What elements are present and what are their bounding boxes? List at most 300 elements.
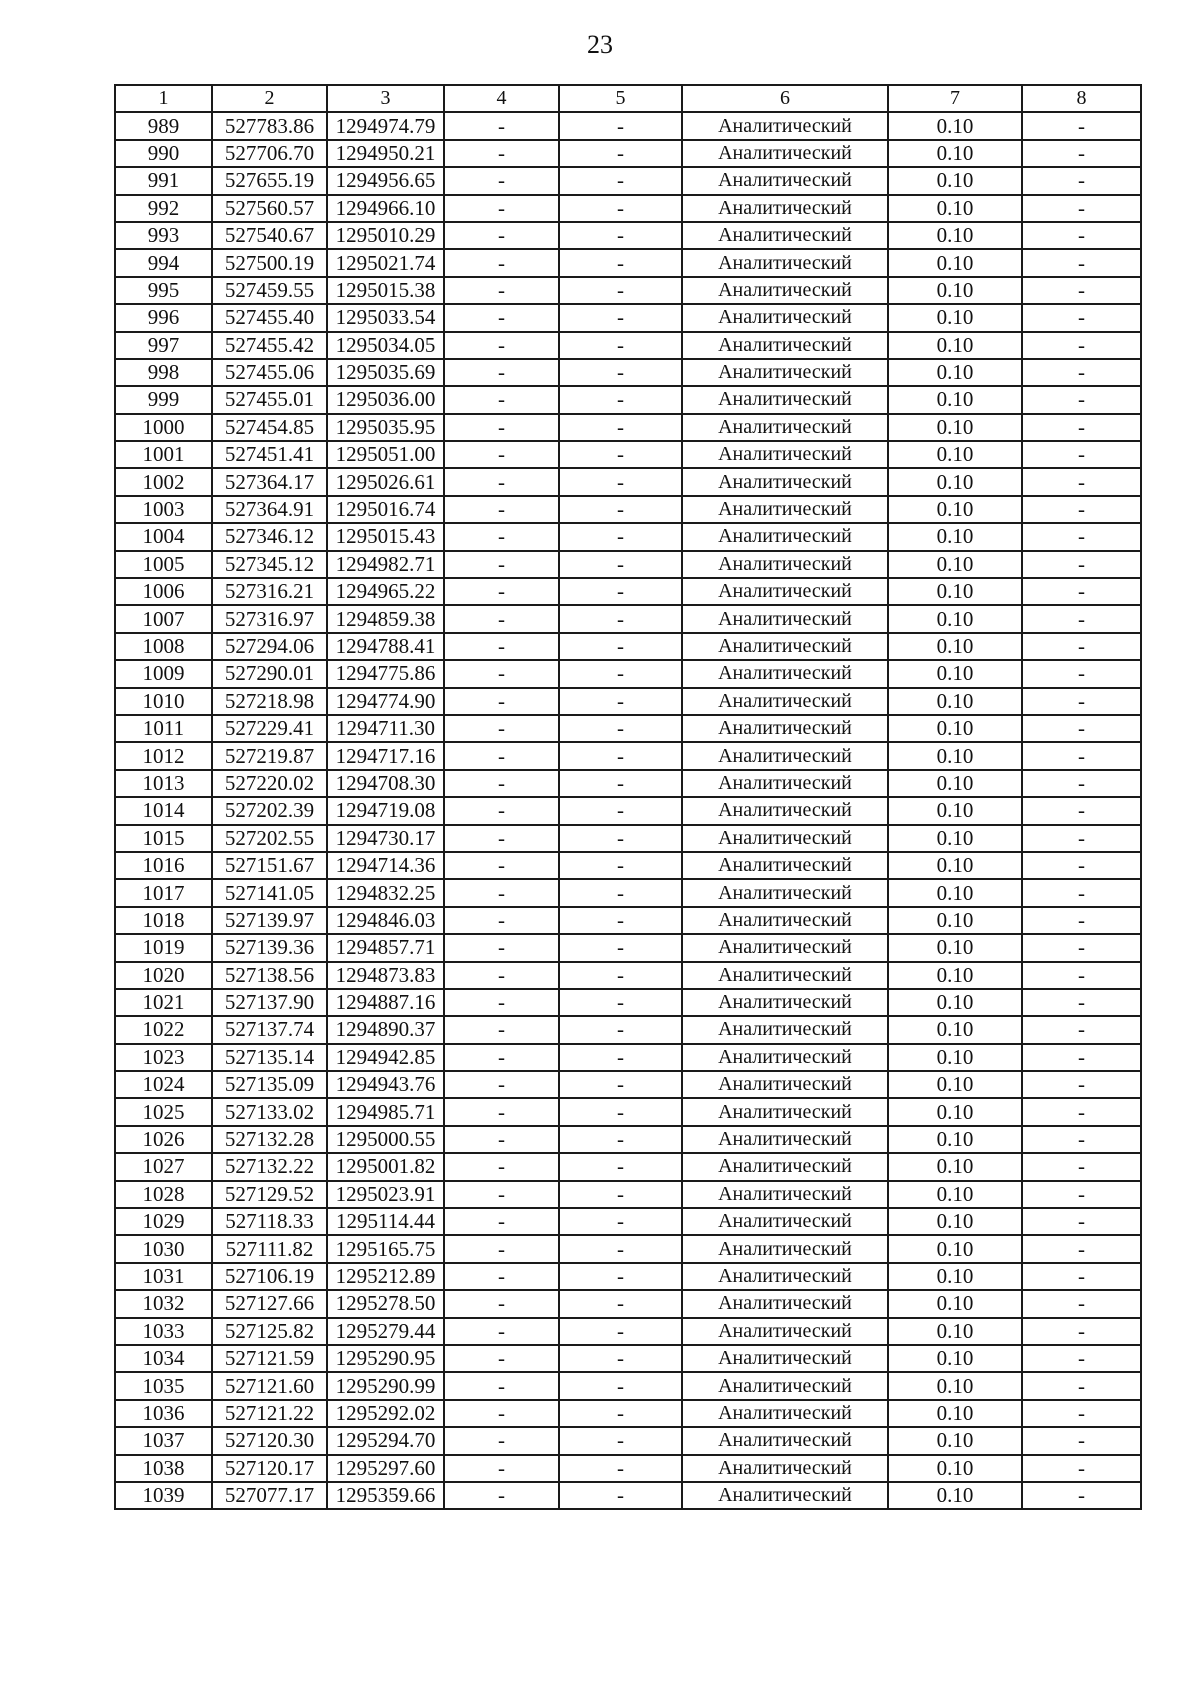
cell-y-coordinate: 1294942.85 bbox=[327, 1044, 444, 1071]
cell-point-number: 1035 bbox=[115, 1372, 212, 1399]
cell-point-number: 1011 bbox=[115, 715, 212, 742]
cell-x-coordinate: 527290.01 bbox=[212, 660, 327, 687]
cell-col-5: - bbox=[559, 551, 682, 578]
table-body bbox=[115, 112, 1141, 1509]
cell-y-coordinate: 1294966.10 bbox=[327, 195, 444, 222]
cell-x-coordinate: 527455.01 bbox=[212, 386, 327, 413]
cell-accuracy: 0.10 bbox=[888, 797, 1022, 824]
cell-accuracy: 0.10 bbox=[888, 277, 1022, 304]
cell-y-coordinate: 1295016.74 bbox=[327, 496, 444, 523]
cell-col-8: - bbox=[1022, 332, 1141, 359]
cell-col-4: - bbox=[444, 222, 559, 249]
cell-col-8: - bbox=[1022, 386, 1141, 413]
cell-col-8: - bbox=[1022, 605, 1141, 632]
cell-point-number: 1038 bbox=[115, 1455, 212, 1482]
cell-accuracy: 0.10 bbox=[888, 1126, 1022, 1153]
cell-y-coordinate: 1294974.79 bbox=[327, 112, 444, 139]
table-row bbox=[115, 1482, 1141, 1509]
cell-accuracy: 0.10 bbox=[888, 852, 1022, 879]
cell-col-4: - bbox=[444, 1208, 559, 1235]
cell-accuracy: 0.10 bbox=[888, 1345, 1022, 1372]
table-row bbox=[115, 1071, 1141, 1098]
cell-accuracy: 0.10 bbox=[888, 879, 1022, 906]
cell-col-8: - bbox=[1022, 1482, 1141, 1509]
table-row bbox=[115, 195, 1141, 222]
cell-accuracy: 0.10 bbox=[888, 1400, 1022, 1427]
cell-x-coordinate: 527451.41 bbox=[212, 441, 327, 468]
cell-y-coordinate: 1295114.44 bbox=[327, 1208, 444, 1235]
table-row bbox=[115, 770, 1141, 797]
cell-x-coordinate: 527121.22 bbox=[212, 1400, 327, 1427]
column-header-6: 6 bbox=[682, 85, 888, 112]
table-header-row bbox=[115, 85, 1141, 112]
cell-point-number: 1012 bbox=[115, 742, 212, 769]
cell-method: Аналитический bbox=[682, 1290, 888, 1317]
cell-method: Аналитический bbox=[682, 1235, 888, 1262]
cell-method: Аналитический bbox=[682, 1372, 888, 1399]
cell-point-number: 1025 bbox=[115, 1098, 212, 1125]
cell-col-4: - bbox=[444, 1318, 559, 1345]
cell-col-8: - bbox=[1022, 140, 1141, 167]
table-row bbox=[115, 797, 1141, 824]
cell-point-number: 1013 bbox=[115, 770, 212, 797]
cell-method: Аналитический bbox=[682, 304, 888, 331]
cell-col-4: - bbox=[444, 523, 559, 550]
cell-col-8: - bbox=[1022, 1016, 1141, 1043]
cell-x-coordinate: 527783.86 bbox=[212, 112, 327, 139]
cell-col-4: - bbox=[444, 797, 559, 824]
cell-point-number: 1034 bbox=[115, 1345, 212, 1372]
cell-method: Аналитический bbox=[682, 1427, 888, 1454]
table-row bbox=[115, 633, 1141, 660]
cell-x-coordinate: 527455.06 bbox=[212, 359, 327, 386]
cell-y-coordinate: 1294846.03 bbox=[327, 907, 444, 934]
cell-accuracy: 0.10 bbox=[888, 660, 1022, 687]
table-row bbox=[115, 660, 1141, 687]
cell-x-coordinate: 527316.21 bbox=[212, 578, 327, 605]
cell-y-coordinate: 1295292.02 bbox=[327, 1400, 444, 1427]
cell-point-number: 994 bbox=[115, 249, 212, 276]
cell-col-5: - bbox=[559, 797, 682, 824]
table-row bbox=[115, 1208, 1141, 1235]
table-row bbox=[115, 1181, 1141, 1208]
cell-method: Аналитический bbox=[682, 1181, 888, 1208]
cell-point-number: 998 bbox=[115, 359, 212, 386]
cell-col-4: - bbox=[444, 1235, 559, 1262]
cell-y-coordinate: 1294775.86 bbox=[327, 660, 444, 687]
cell-y-coordinate: 1295010.29 bbox=[327, 222, 444, 249]
cell-col-8: - bbox=[1022, 1372, 1141, 1399]
cell-col-5: - bbox=[559, 934, 682, 961]
cell-y-coordinate: 1294719.08 bbox=[327, 797, 444, 824]
cell-y-coordinate: 1294730.17 bbox=[327, 825, 444, 852]
cell-x-coordinate: 527127.66 bbox=[212, 1290, 327, 1317]
cell-accuracy: 0.10 bbox=[888, 715, 1022, 742]
cell-col-5: - bbox=[559, 1263, 682, 1290]
cell-point-number: 1022 bbox=[115, 1016, 212, 1043]
cell-y-coordinate: 1295036.00 bbox=[327, 386, 444, 413]
column-header-8: 8 bbox=[1022, 85, 1141, 112]
cell-col-4: - bbox=[444, 660, 559, 687]
column-header-1: 1 bbox=[115, 85, 212, 112]
cell-col-8: - bbox=[1022, 1153, 1141, 1180]
cell-point-number: 989 bbox=[115, 112, 212, 139]
cell-method: Аналитический bbox=[682, 962, 888, 989]
cell-col-4: - bbox=[444, 414, 559, 441]
column-header-5: 5 bbox=[559, 85, 682, 112]
cell-y-coordinate: 1294890.37 bbox=[327, 1016, 444, 1043]
cell-col-4: - bbox=[444, 1427, 559, 1454]
cell-x-coordinate: 527106.19 bbox=[212, 1263, 327, 1290]
cell-point-number: 1008 bbox=[115, 633, 212, 660]
cell-x-coordinate: 527202.55 bbox=[212, 825, 327, 852]
cell-point-number: 1029 bbox=[115, 1208, 212, 1235]
cell-method: Аналитический bbox=[682, 332, 888, 359]
cell-x-coordinate: 527220.02 bbox=[212, 770, 327, 797]
cell-x-coordinate: 527138.56 bbox=[212, 962, 327, 989]
cell-col-8: - bbox=[1022, 468, 1141, 495]
page-number: 23 bbox=[587, 30, 613, 59]
cell-col-8: - bbox=[1022, 1098, 1141, 1125]
cell-y-coordinate: 1295034.05 bbox=[327, 332, 444, 359]
cell-y-coordinate: 1295297.60 bbox=[327, 1455, 444, 1482]
cell-x-coordinate: 527133.02 bbox=[212, 1098, 327, 1125]
cell-y-coordinate: 1294832.25 bbox=[327, 879, 444, 906]
cell-y-coordinate: 1295015.43 bbox=[327, 523, 444, 550]
cell-y-coordinate: 1294873.83 bbox=[327, 962, 444, 989]
cell-x-coordinate: 527125.82 bbox=[212, 1318, 327, 1345]
cell-x-coordinate: 527455.42 bbox=[212, 332, 327, 359]
table-row bbox=[115, 989, 1141, 1016]
cell-col-4: - bbox=[444, 1098, 559, 1125]
cell-accuracy: 0.10 bbox=[888, 1318, 1022, 1345]
cell-col-8: - bbox=[1022, 1400, 1141, 1427]
cell-y-coordinate: 1294985.71 bbox=[327, 1098, 444, 1125]
cell-point-number: 1007 bbox=[115, 605, 212, 632]
cell-accuracy: 0.10 bbox=[888, 989, 1022, 1016]
cell-y-coordinate: 1295212.89 bbox=[327, 1263, 444, 1290]
cell-accuracy: 0.10 bbox=[888, 934, 1022, 961]
cell-x-coordinate: 527202.39 bbox=[212, 797, 327, 824]
cell-point-number: 993 bbox=[115, 222, 212, 249]
cell-col-5: - bbox=[559, 825, 682, 852]
cell-method: Аналитический bbox=[682, 1153, 888, 1180]
cell-method: Аналитический bbox=[682, 852, 888, 879]
table-row bbox=[115, 332, 1141, 359]
cell-x-coordinate: 527316.97 bbox=[212, 605, 327, 632]
cell-col-4: - bbox=[444, 715, 559, 742]
table-row bbox=[115, 249, 1141, 276]
cell-x-coordinate: 527364.17 bbox=[212, 468, 327, 495]
cell-col-5: - bbox=[559, 414, 682, 441]
cell-col-5: - bbox=[559, 523, 682, 550]
cell-point-number: 1039 bbox=[115, 1482, 212, 1509]
cell-point-number: 1005 bbox=[115, 551, 212, 578]
cell-point-number: 1004 bbox=[115, 523, 212, 550]
cell-col-4: - bbox=[444, 1345, 559, 1372]
cell-col-8: - bbox=[1022, 222, 1141, 249]
cell-point-number: 1002 bbox=[115, 468, 212, 495]
cell-col-8: - bbox=[1022, 414, 1141, 441]
table-row bbox=[115, 1016, 1141, 1043]
table-row bbox=[115, 441, 1141, 468]
cell-col-8: - bbox=[1022, 1208, 1141, 1235]
cell-accuracy: 0.10 bbox=[888, 1153, 1022, 1180]
cell-accuracy: 0.10 bbox=[888, 633, 1022, 660]
cell-method: Аналитический bbox=[682, 742, 888, 769]
table-row bbox=[115, 825, 1141, 852]
cell-accuracy: 0.10 bbox=[888, 1044, 1022, 1071]
cell-accuracy: 0.10 bbox=[888, 140, 1022, 167]
cell-col-5: - bbox=[559, 770, 682, 797]
cell-method: Аналитический bbox=[682, 222, 888, 249]
cell-y-coordinate: 1295051.00 bbox=[327, 441, 444, 468]
cell-accuracy: 0.10 bbox=[888, 551, 1022, 578]
cell-point-number: 1026 bbox=[115, 1126, 212, 1153]
cell-col-5: - bbox=[559, 605, 682, 632]
cell-method: Аналитический bbox=[682, 249, 888, 276]
cell-col-5: - bbox=[559, 633, 682, 660]
cell-y-coordinate: 1295035.69 bbox=[327, 359, 444, 386]
cell-col-5: - bbox=[559, 962, 682, 989]
cell-accuracy: 0.10 bbox=[888, 770, 1022, 797]
cell-point-number: 1015 bbox=[115, 825, 212, 852]
cell-col-4: - bbox=[444, 879, 559, 906]
cell-col-8: - bbox=[1022, 688, 1141, 715]
cell-point-number: 1017 bbox=[115, 879, 212, 906]
cell-accuracy: 0.10 bbox=[888, 1290, 1022, 1317]
cell-x-coordinate: 527141.05 bbox=[212, 879, 327, 906]
cell-y-coordinate: 1294717.16 bbox=[327, 742, 444, 769]
cell-point-number: 1006 bbox=[115, 578, 212, 605]
cell-col-4: - bbox=[444, 852, 559, 879]
cell-method: Аналитический bbox=[682, 1098, 888, 1125]
table-row bbox=[115, 523, 1141, 550]
cell-col-5: - bbox=[559, 304, 682, 331]
cell-col-8: - bbox=[1022, 112, 1141, 139]
cell-method: Аналитический bbox=[682, 605, 888, 632]
cell-method: Аналитический bbox=[682, 1455, 888, 1482]
cell-col-8: - bbox=[1022, 195, 1141, 222]
cell-method: Аналитический bbox=[682, 468, 888, 495]
cell-col-5: - bbox=[559, 1290, 682, 1317]
table-row bbox=[115, 140, 1141, 167]
table-row bbox=[115, 578, 1141, 605]
cell-y-coordinate: 1295290.95 bbox=[327, 1345, 444, 1372]
cell-accuracy: 0.10 bbox=[888, 1455, 1022, 1482]
cell-x-coordinate: 527135.09 bbox=[212, 1071, 327, 1098]
cell-x-coordinate: 527229.41 bbox=[212, 715, 327, 742]
cell-col-5: - bbox=[559, 1427, 682, 1454]
cell-col-4: - bbox=[444, 441, 559, 468]
table-row bbox=[115, 1318, 1141, 1345]
cell-y-coordinate: 1295021.74 bbox=[327, 249, 444, 276]
cell-col-5: - bbox=[559, 1126, 682, 1153]
cell-col-4: - bbox=[444, 249, 559, 276]
cell-col-4: - bbox=[444, 1126, 559, 1153]
cell-point-number: 1036 bbox=[115, 1400, 212, 1427]
cell-col-5: - bbox=[559, 715, 682, 742]
cell-y-coordinate: 1294714.36 bbox=[327, 852, 444, 879]
cell-method: Аналитический bbox=[682, 907, 888, 934]
cell-col-4: - bbox=[444, 1044, 559, 1071]
cell-col-4: - bbox=[444, 688, 559, 715]
cell-col-5: - bbox=[559, 1372, 682, 1399]
cell-col-8: - bbox=[1022, 1235, 1141, 1262]
table-row bbox=[115, 742, 1141, 769]
cell-col-8: - bbox=[1022, 1290, 1141, 1317]
cell-method: Аналитический bbox=[682, 496, 888, 523]
column-header-4: 4 bbox=[444, 85, 559, 112]
cell-col-4: - bbox=[444, 1071, 559, 1098]
cell-x-coordinate: 527459.55 bbox=[212, 277, 327, 304]
cell-x-coordinate: 527500.19 bbox=[212, 249, 327, 276]
cell-method: Аналитический bbox=[682, 1400, 888, 1427]
cell-accuracy: 0.10 bbox=[888, 1098, 1022, 1125]
cell-col-8: - bbox=[1022, 934, 1141, 961]
cell-method: Аналитический bbox=[682, 633, 888, 660]
cell-method: Аналитический bbox=[682, 688, 888, 715]
cell-accuracy: 0.10 bbox=[888, 1016, 1022, 1043]
cell-x-coordinate: 527132.28 bbox=[212, 1126, 327, 1153]
cell-x-coordinate: 527455.40 bbox=[212, 304, 327, 331]
cell-point-number: 999 bbox=[115, 386, 212, 413]
cell-col-5: - bbox=[559, 1044, 682, 1071]
cell-method: Аналитический bbox=[682, 578, 888, 605]
table-row bbox=[115, 414, 1141, 441]
table-row bbox=[115, 1263, 1141, 1290]
table-row bbox=[115, 551, 1141, 578]
table-row bbox=[115, 934, 1141, 961]
cell-col-4: - bbox=[444, 195, 559, 222]
cell-y-coordinate: 1295026.61 bbox=[327, 468, 444, 495]
cell-method: Аналитический bbox=[682, 1126, 888, 1153]
cell-col-8: - bbox=[1022, 989, 1141, 1016]
cell-accuracy: 0.10 bbox=[888, 167, 1022, 194]
cell-method: Аналитический bbox=[682, 359, 888, 386]
cell-col-5: - bbox=[559, 1455, 682, 1482]
cell-y-coordinate: 1294950.21 bbox=[327, 140, 444, 167]
table-row bbox=[115, 879, 1141, 906]
cell-method: Аналитический bbox=[682, 523, 888, 550]
cell-col-5: - bbox=[559, 112, 682, 139]
cell-x-coordinate: 527454.85 bbox=[212, 414, 327, 441]
cell-accuracy: 0.10 bbox=[888, 688, 1022, 715]
cell-point-number: 1021 bbox=[115, 989, 212, 1016]
cell-col-4: - bbox=[444, 140, 559, 167]
cell-col-4: - bbox=[444, 605, 559, 632]
cell-y-coordinate: 1294943.76 bbox=[327, 1071, 444, 1098]
cell-col-4: - bbox=[444, 496, 559, 523]
cell-method: Аналитический bbox=[682, 551, 888, 578]
cell-accuracy: 0.10 bbox=[888, 112, 1022, 139]
cell-col-8: - bbox=[1022, 1181, 1141, 1208]
cell-point-number: 1024 bbox=[115, 1071, 212, 1098]
cell-x-coordinate: 527121.60 bbox=[212, 1372, 327, 1399]
cell-x-coordinate: 527346.12 bbox=[212, 523, 327, 550]
cell-col-8: - bbox=[1022, 1318, 1141, 1345]
cell-accuracy: 0.10 bbox=[888, 907, 1022, 934]
cell-method: Аналитический bbox=[682, 167, 888, 194]
cell-col-8: - bbox=[1022, 359, 1141, 386]
cell-point-number: 1032 bbox=[115, 1290, 212, 1317]
cell-col-4: - bbox=[444, 551, 559, 578]
cell-point-number: 1037 bbox=[115, 1427, 212, 1454]
cell-col-4: - bbox=[444, 1372, 559, 1399]
cell-col-4: - bbox=[444, 578, 559, 605]
table-row bbox=[115, 167, 1141, 194]
cell-col-5: - bbox=[559, 660, 682, 687]
cell-col-5: - bbox=[559, 742, 682, 769]
cell-x-coordinate: 527120.30 bbox=[212, 1427, 327, 1454]
cell-x-coordinate: 527218.98 bbox=[212, 688, 327, 715]
cell-accuracy: 0.10 bbox=[888, 359, 1022, 386]
cell-accuracy: 0.10 bbox=[888, 825, 1022, 852]
cell-col-5: - bbox=[559, 140, 682, 167]
cell-col-4: - bbox=[444, 277, 559, 304]
cell-col-5: - bbox=[559, 167, 682, 194]
cell-method: Аналитический bbox=[682, 195, 888, 222]
cell-col-4: - bbox=[444, 1290, 559, 1317]
cell-col-5: - bbox=[559, 1181, 682, 1208]
cell-col-4: - bbox=[444, 332, 559, 359]
table-row bbox=[115, 907, 1141, 934]
cell-col-5: - bbox=[559, 1235, 682, 1262]
table-row bbox=[115, 304, 1141, 331]
cell-col-8: - bbox=[1022, 496, 1141, 523]
cell-col-8: - bbox=[1022, 523, 1141, 550]
cell-col-4: - bbox=[444, 1016, 559, 1043]
cell-accuracy: 0.10 bbox=[888, 249, 1022, 276]
cell-point-number: 995 bbox=[115, 277, 212, 304]
cell-col-5: - bbox=[559, 989, 682, 1016]
cell-method: Аналитический bbox=[682, 1016, 888, 1043]
cell-method: Аналитический bbox=[682, 879, 888, 906]
cell-col-5: - bbox=[559, 332, 682, 359]
cell-method: Аналитический bbox=[682, 660, 888, 687]
cell-x-coordinate: 527118.33 bbox=[212, 1208, 327, 1235]
cell-col-4: - bbox=[444, 907, 559, 934]
cell-col-5: - bbox=[559, 1400, 682, 1427]
cell-point-number: 991 bbox=[115, 167, 212, 194]
cell-method: Аналитический bbox=[682, 414, 888, 441]
cell-col-4: - bbox=[444, 1263, 559, 1290]
cell-col-4: - bbox=[444, 742, 559, 769]
cell-accuracy: 0.10 bbox=[888, 195, 1022, 222]
cell-x-coordinate: 527139.36 bbox=[212, 934, 327, 961]
cell-x-coordinate: 527132.22 bbox=[212, 1153, 327, 1180]
cell-col-4: - bbox=[444, 1181, 559, 1208]
cell-method: Аналитический bbox=[682, 825, 888, 852]
table-row bbox=[115, 1345, 1141, 1372]
cell-x-coordinate: 527560.57 bbox=[212, 195, 327, 222]
cell-col-8: - bbox=[1022, 660, 1141, 687]
cell-col-8: - bbox=[1022, 1044, 1141, 1071]
cell-col-5: - bbox=[559, 386, 682, 413]
cell-x-coordinate: 527345.12 bbox=[212, 551, 327, 578]
cell-col-5: - bbox=[559, 441, 682, 468]
cell-y-coordinate: 1295023.91 bbox=[327, 1181, 444, 1208]
cell-col-5: - bbox=[559, 277, 682, 304]
cell-y-coordinate: 1295290.99 bbox=[327, 1372, 444, 1399]
cell-col-8: - bbox=[1022, 770, 1141, 797]
table-row bbox=[115, 715, 1141, 742]
cell-col-8: - bbox=[1022, 551, 1141, 578]
coordinates-table bbox=[114, 84, 1142, 1510]
cell-y-coordinate: 1295279.44 bbox=[327, 1318, 444, 1345]
cell-col-4: - bbox=[444, 359, 559, 386]
table-row bbox=[115, 1290, 1141, 1317]
